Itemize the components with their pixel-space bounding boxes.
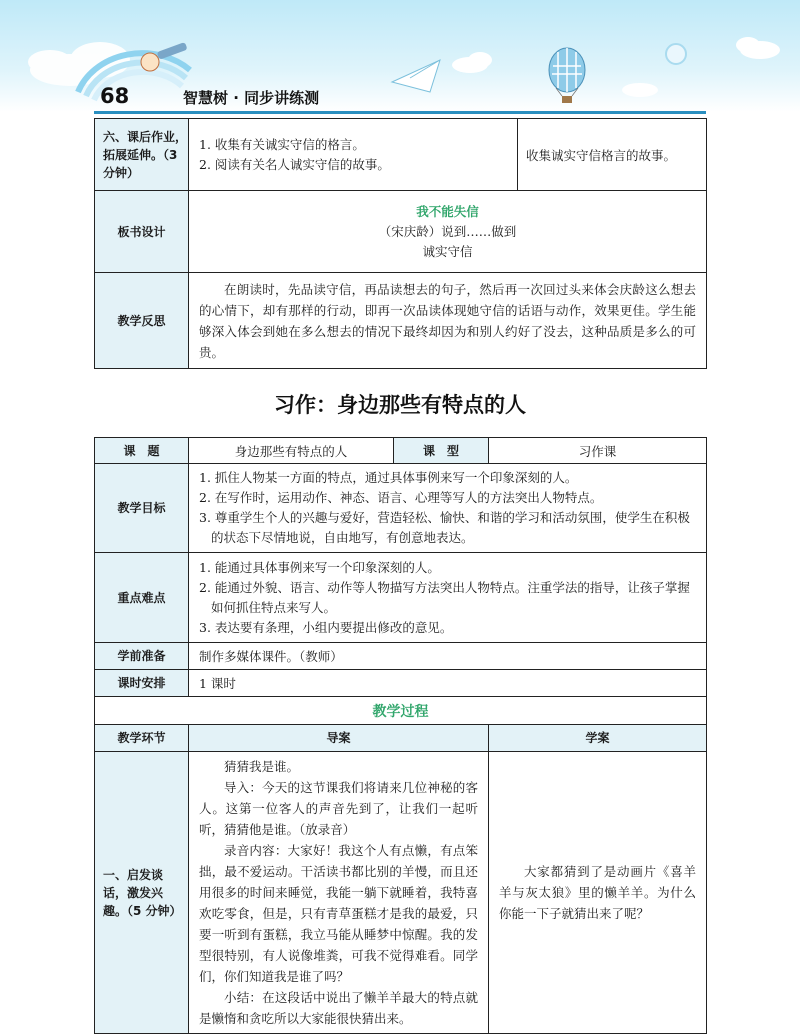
keypoints-row: [95, 553, 707, 643]
study-column-header: 学案: [489, 725, 707, 752]
board-line: 诚实守信: [422, 243, 473, 259]
keypoints-label: 重点难点: [95, 553, 189, 643]
keypoints-cell: [189, 553, 707, 643]
goals-label: 教学目标: [95, 464, 189, 553]
homework-row: [95, 119, 707, 191]
topic-label: 课 题: [95, 438, 189, 464]
board-row: [95, 191, 707, 273]
cloud-small-icon: [452, 37, 780, 97]
list-item: 2. 在写作时，运用动作、神态、语言、心理等写人的方法突出人物特点。: [199, 490, 603, 505]
stage-column-header: 教学环节: [95, 725, 189, 752]
lesson-plan-table: [94, 437, 707, 1034]
schedule-label: 课时安排: [95, 670, 189, 697]
process-title: 教学过程: [95, 697, 707, 725]
guide-paragraph: 导入：今天的这节课我们将请来几位神秘的客人。这第一位客人的声音先到了，让我们一起听听，猜猜他是谁。（放录音）: [199, 780, 478, 837]
reflection-text: 在朗读时，先品读守信，再品读想去的句子，然后再一次回过头来体会庆龄这么想去的心情下，却有那样的行动，即再一次品读体现她守信的话语与动作，效果更佳。学生能够深入体会到她在多么想去的情况下最终却因为和别人约好了没去，这种品质是多么的可贵。: [199, 281, 696, 360]
stage1-label: 一、启发谈话，激发兴趣。（5 分钟）: [95, 752, 189, 1034]
homework-items: [189, 119, 518, 191]
reflection-row: [95, 273, 707, 369]
book-title: 智慧树 · 同步讲练测: [183, 89, 320, 107]
sun-icon: [666, 44, 686, 64]
section-title: 习作：身边那些有特点的人: [274, 393, 526, 417]
schedule-row: [95, 670, 707, 697]
homework-label: 六、课后作业，拓展延伸。（3 分钟）: [95, 119, 189, 191]
schedule-value: 1 课时: [189, 670, 707, 697]
list-item: 2. 能通过外貌、语言、动作等人物描写方法突出人物特点。注重学法的指导，让孩子掌握如何抓住特点来写人。: [199, 579, 690, 615]
board-label: 板书设计: [95, 191, 189, 273]
goals-cell: [189, 464, 707, 553]
type-label: 课 型: [394, 438, 489, 464]
list-item: 1. 能通过具体事例来写一个印象深刻的人。: [199, 559, 440, 575]
stage1-study: [489, 752, 707, 1034]
process-title-row: [95, 697, 707, 725]
header-rule: [94, 111, 706, 114]
prep-row: [95, 643, 707, 670]
homework-student: 收集诚实守信格言的故事。: [518, 119, 707, 191]
list-item: 3. 表达要有条理，小组内要提出修改的意见。: [199, 619, 453, 635]
stage1-guide: [189, 752, 489, 1034]
board-title: 我不能失信: [416, 203, 479, 219]
page-number: 68: [100, 84, 130, 108]
board-content: [189, 191, 707, 273]
reflection-label: 教学反思: [95, 273, 189, 369]
list-item: 1. 抓住人物某一方面的特点，通过具体事例来写一个印象深刻的人。: [199, 470, 578, 485]
lesson-end-table: [94, 118, 707, 369]
list-item: 2. 阅读有关名人诚实守信的故事。: [199, 156, 390, 172]
prep-value: 制作多媒体课件。（教师）: [189, 643, 707, 670]
guide-paragraph: 猜猜我是谁。: [224, 759, 300, 774]
stage1-row: [95, 752, 707, 1034]
list-item: 1. 收集有关诚实守信的格言。: [199, 136, 365, 152]
guide-paragraph: 小结：在这段话中说出了懒羊羊最大的特点就是懒惰和贪吃所以大家能很快猜出来。: [199, 990, 478, 1026]
list-item: 3. 尊重学生个人的兴趣与爱好，营造轻松、愉快、和谐的学习和活动氛围，使学生在积极的状态下尽情地说，自由地写，有创意地表达。: [199, 510, 690, 545]
study-text: 大家都猜到了是动画片《喜羊羊与灰太狼》里的懒羊羊。为什么你能一下子就猜出来了呢？: [499, 864, 696, 921]
column-header-row: [95, 725, 707, 752]
board-line: （宋庆龄）说到……做到: [378, 223, 517, 239]
guide-column-header: 导案: [189, 725, 489, 752]
topic-value: 身边那些有特点的人: [189, 438, 394, 464]
type-value: 习作课: [489, 438, 707, 464]
goals-row: [95, 464, 707, 553]
hot-air-balloon-icon: [549, 48, 585, 103]
topic-row: [95, 438, 707, 464]
guide-paragraph: 录音内容：大家好！我这个人有点懒，有点笨拙，最不爱运动。干活读书都比别的羊慢，而且还用很多的时间来睡觉，我能一躺下就睡着，我特喜欢吃零食，但是，只有青草蛋糕才是我的最爱，只要一听到有蛋糕，我立马能从睡梦中惊醒。我的发型很特别，有人说像堆粪，可我不觉得难看。同学们，你们知道我是谁了吗？: [199, 843, 478, 984]
paper-plane-icon: [392, 60, 440, 92]
prep-label: 学前准备: [95, 643, 189, 670]
page-header: [0, 0, 800, 118]
reflection-cell: [189, 273, 707, 369]
